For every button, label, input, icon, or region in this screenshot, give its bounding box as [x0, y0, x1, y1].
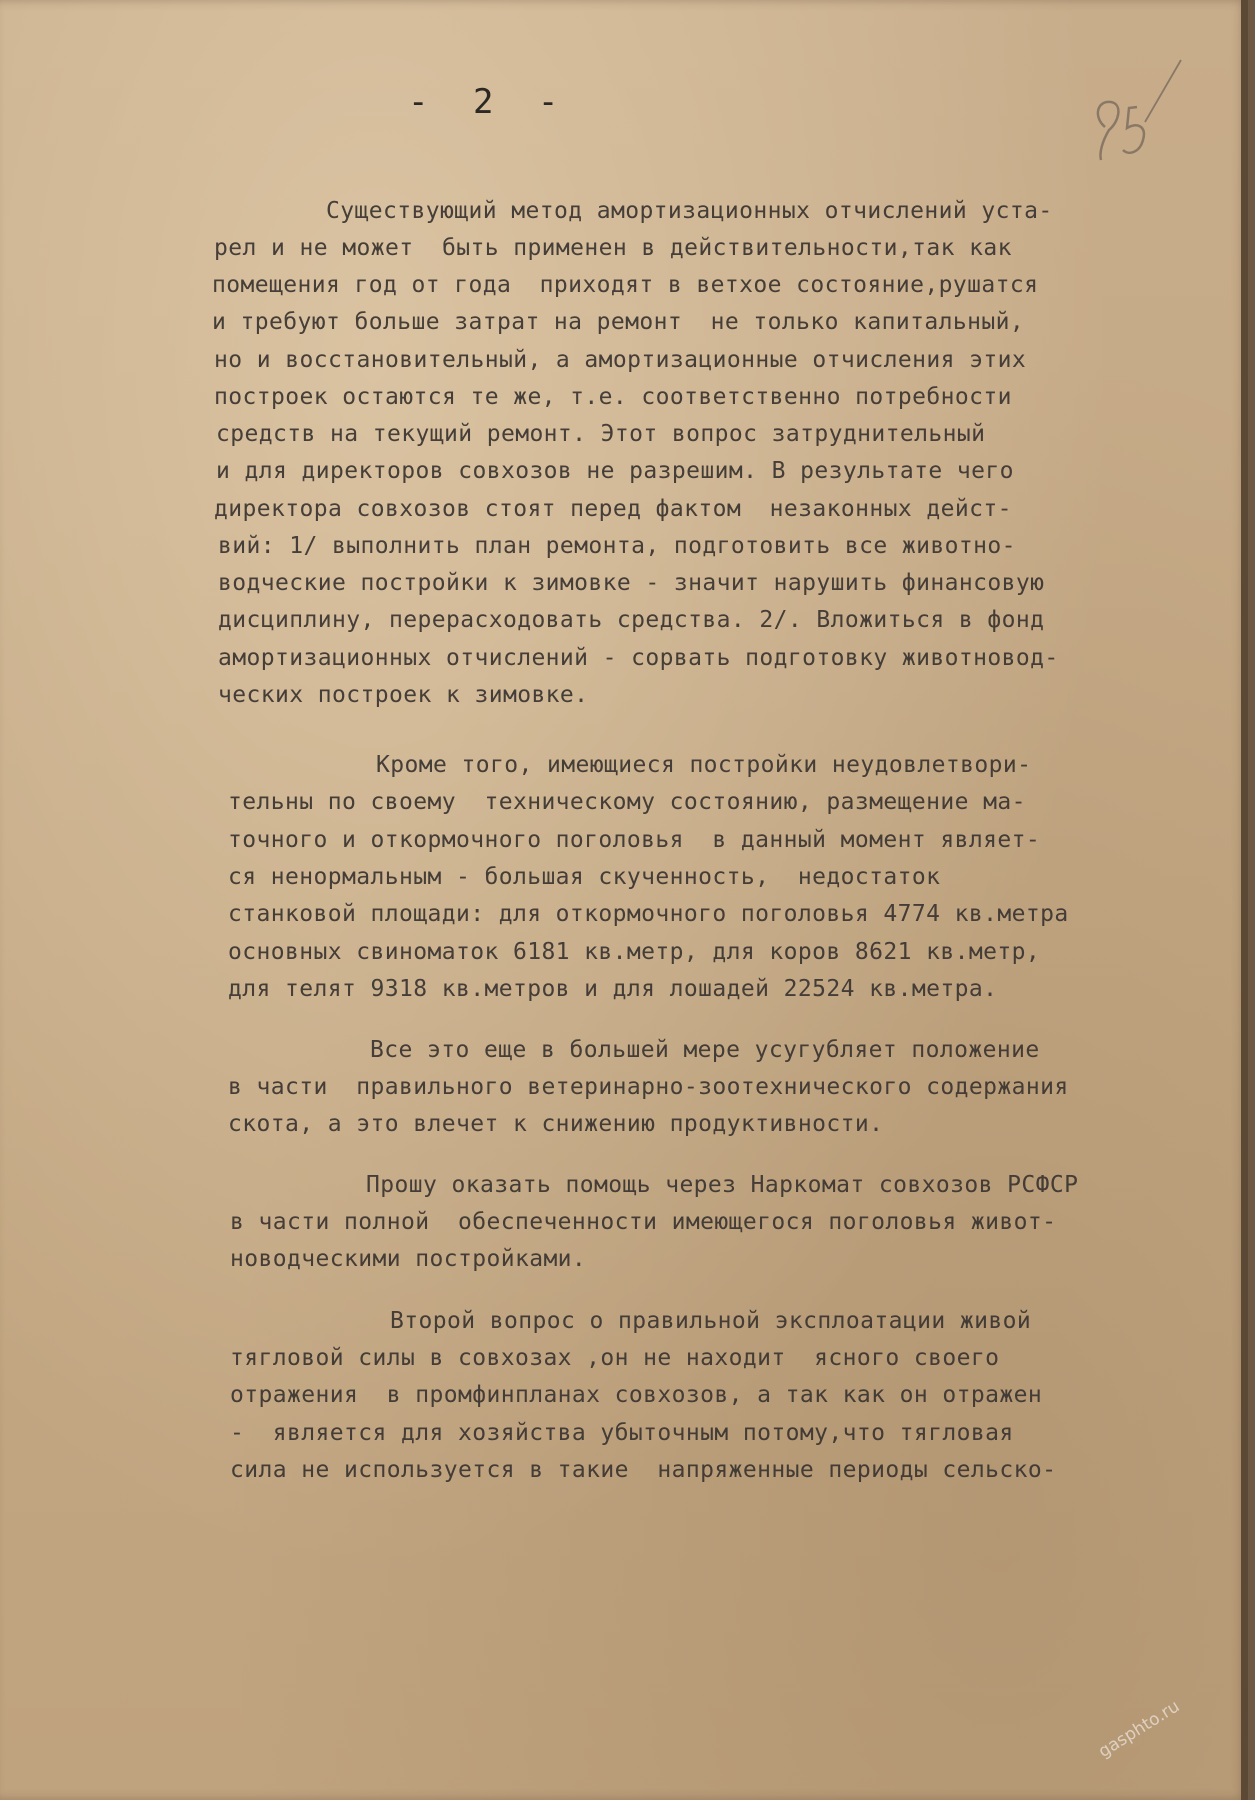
text-line: Все это еще в большей мере усугубляет положение: [370, 1037, 1040, 1063]
text-line: амортизационных отчислений - сорвать подготовку животновод-: [218, 645, 1059, 671]
text-line: ся ненормальным - большая скученность, недостаток: [228, 864, 941, 890]
text-line: Прошу оказать помощь через Наркомат совхозов РСФСР: [366, 1172, 1079, 1198]
text-line: в части полной обеспеченности имеющегося поголовья живот-: [230, 1209, 1057, 1235]
text-line: водческие постройки к зимовке - значит нарушить финансовую: [218, 570, 1045, 596]
text-line: станковой площади: для откормочного поголовья 4774 кв.метра: [228, 901, 1069, 927]
text-line: рел и не может быть применен в действительности,так как: [214, 235, 1012, 261]
text-line: отражения в промфинпланах совхозов, а так как он отражен: [230, 1382, 1043, 1408]
text-line: Второй вопрос о правильной эксплоатации живой: [390, 1308, 1032, 1334]
text-line: но и восстановительный, а амортизационные отчисления этих: [214, 347, 1027, 373]
text-line: ческих построек к зимовке.: [218, 682, 589, 708]
text-line: директора совхозов стоят перед фактом незаконных дейст-: [214, 496, 1012, 522]
text-line: Кроме того, имеющиеся постройки неудовлетвори-: [376, 752, 1032, 778]
text-line: дисциплину, перерасходовать средства. 2/. Вложиться в фонд: [218, 607, 1045, 633]
text-line: сила не используется в такие напряженные периоды сельско-: [230, 1457, 1057, 1483]
text-line: - является для хозяйства убыточным потому,что тягловая: [230, 1420, 1014, 1446]
text-line: для телят 9318 кв.метров и для лошадей 22524 кв.метра.: [228, 976, 998, 1002]
text-line: и для директоров совхозов не разрешим. В результате чего: [216, 458, 1014, 484]
text-line: основных свиноматок 6181 кв.метр, для коров 8621 кв.метр,: [228, 939, 1041, 965]
text-line: тягловой силы в совхозах ,он не находит ясного своего: [230, 1345, 1000, 1371]
text-line: и требуют больше затрат на ремонт не только капитальный,: [212, 309, 1025, 335]
text-line: новодческими постройками.: [230, 1246, 587, 1272]
text-line: в части правильного ветеринарно-зоотехнического содержания: [228, 1074, 1069, 1100]
text-line: Существующий метод амортизационных отчислений уста-: [326, 198, 1053, 224]
page-number: - 2 -: [408, 82, 571, 122]
text-line: тельны по своему техническому состоянию, размещение ма-: [228, 789, 1026, 815]
text-line: вий: 1/ выполнить план ремонта, подготовить все животно-: [218, 533, 1016, 559]
text-line: средств на текущий ремонт. Этот вопрос затруднительный: [216, 421, 986, 447]
text-line: помещения год от года приходят в ветхое состояние,рушатся: [212, 272, 1039, 298]
text-line: построек остаются те же, т.е. соответственно потребности: [214, 384, 1012, 410]
text-line: точного и откормочного поголовья в данный момент являет-: [228, 827, 1041, 853]
watermark: gasphto.ru: [1095, 1696, 1184, 1762]
text-line: скота, а это влечет к снижению продуктивности.: [228, 1111, 884, 1137]
